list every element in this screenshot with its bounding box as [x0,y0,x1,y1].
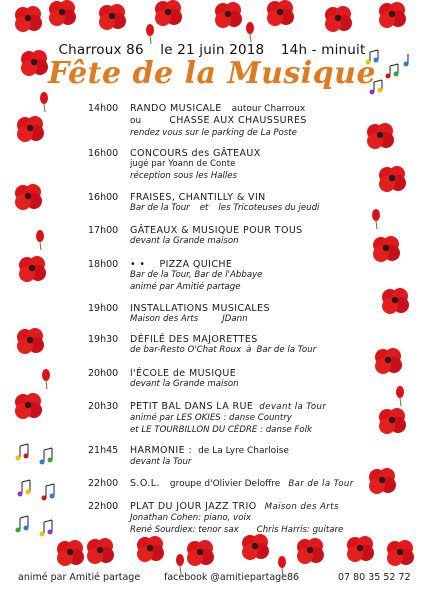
event-place: Maison des Arts [264,502,339,512]
event-time: 20h30 [88,401,119,412]
hours: 14h - minuit [280,42,366,58]
event-title: S.O.L. [130,478,160,489]
event-connector: ou [130,116,142,127]
event-place: Bar de la Tour, Bar de l'Abbaye [130,270,263,281]
event-time: 19h00 [88,303,119,314]
event-detail: Chris Harris: guitare [256,524,344,535]
event-place: devant la Grande maison [130,379,239,390]
footer-facebook: facebook @amitiepartage86 [164,572,300,583]
event-detail: JDann [222,314,248,325]
event-place: autour Charroux [231,104,306,114]
event-time: 20h00 [88,368,119,379]
event-title: GÂTEAUX & MUSIQUE POUR TOUS [130,225,303,236]
event-place: Maison des Arts [130,314,199,325]
music-notes-icon [14,436,62,470]
event-place: Bar de la Tour [256,345,317,356]
event-detail: animé par LES OKIES : danse Country [130,413,292,424]
event-time: 21h45 [88,445,119,456]
event-place: devant la Tour [259,402,327,412]
event-time: 18h00 [88,259,119,270]
event-time: 22h00 [88,478,119,489]
event-detail: et LE TOURBILLON DU CÈDRE : danse Folk [130,424,312,435]
event-detail: animé par Amitié partage [130,281,241,292]
event-time: 17h00 [88,225,119,236]
event-place: de bar-Resto O'Chat Roux [130,345,242,356]
event-title: CHASSE AUX CHAUSSURES [169,115,307,127]
event-detail: groupe d'Olivier Deloffre [169,479,281,489]
page-title: Fête de la Musique [47,56,377,91]
event-detail: de La Lyre Charloise [198,446,289,456]
event-place: devant la Grande maison [130,236,239,247]
event-title: HARMONIE : [130,445,193,456]
event-time: 19h30 [88,334,119,345]
footer-organizer: animé par Amitié partage [18,572,141,583]
event-title: PETIT BAL DANS LA RUE [130,401,254,412]
event-title: l'ÉCOLE de MUSIQUE [130,368,237,379]
event-time: 14h00 [88,103,119,114]
event-detail: René Sourdiex: tenor sax [130,524,239,535]
event-title: PLAT DU JOUR JAZZ TRIO [130,501,257,512]
event-time: 16h00 [88,192,119,203]
event-title: DÉFILÉ DES MAJORETTES [130,334,258,345]
event-title: RANDO MUSICALE [130,103,222,114]
event-place: Bar de la Tour [130,203,190,214]
event-detail: réception sous les Halles [130,170,238,181]
event-time: 16h00 [88,148,119,159]
event-place: devant la Tour [130,457,192,468]
event-place: les Tricoteuses du jeudi [218,203,320,214]
event-detail: jugé par Yoann de Conte [130,159,236,170]
event-connector: à [246,345,252,356]
bullet-icon: • • [130,259,146,270]
location: Charroux 86 [58,42,144,58]
event-detail: Jonathan Cohen: piano, voix [130,513,251,524]
event-title: CONCOURS des GÂTEAUX [130,148,261,159]
event-connector: et [199,203,209,214]
music-notes-icon [16,472,64,506]
event-title: FRAISES, CHANTILLY & VIN [130,192,266,203]
event-place: Bar de la Tour [288,479,354,489]
music-notes-icon [14,508,62,542]
event-time: 22h00 [88,501,119,512]
event-title: INSTALLATIONS MUSICALES [130,303,270,314]
event-detail: rendez vous sur le parking de La Poste [130,127,297,138]
event-title: PIZZA QUICHE [159,259,233,270]
date: le 21 juin 2018 [160,42,265,58]
footer-phone: 07 80 35 52 72 [338,572,411,583]
